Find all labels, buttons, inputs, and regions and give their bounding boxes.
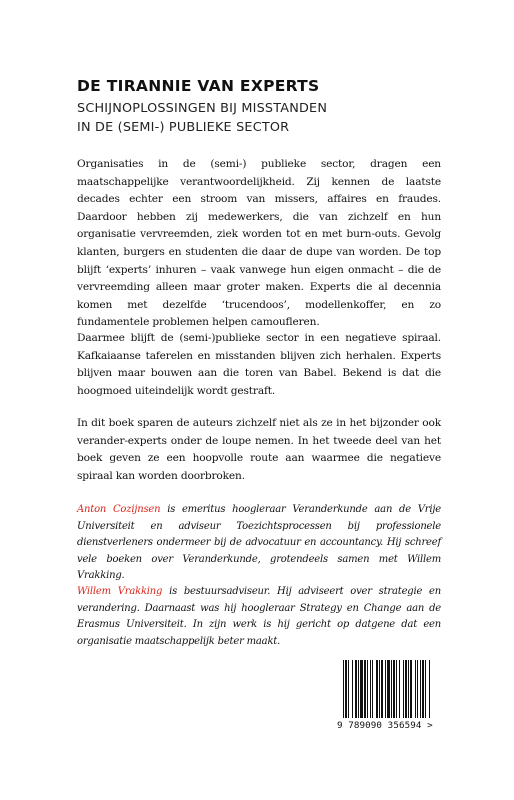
book-subtitle	[77, 99, 457, 137]
isbn-barcode	[337, 660, 449, 760]
author-name: Anton Cozijnsen	[77, 504, 161, 515]
blurb-paragraph-3	[77, 415, 441, 485]
author-bio-1	[77, 502, 441, 585]
isbn-number: 9 789090 356594 >	[337, 720, 433, 731]
author-bio-text: is emeritus hoogleraar Veranderkunde aan de Vrije Universiteit en adviseur Toezichtsprocessen bij professionele dienstverleners ondermeer bij de advocatuur en accountancy. Hij schreef vele boeken over Veranderkunde, grotendeels samen met Willem Vrakking.	[77, 504, 441, 582]
author-name: Willem Vrakking	[77, 586, 163, 597]
subtitle-line-2: IN DE (SEMI-) PUBLIEKE SECTOR	[77, 120, 290, 135]
barcode-icon	[343, 660, 447, 718]
subtitle-line-1: SCHIJNOPLOSSINGEN BIJ MISSTANDEN	[77, 101, 328, 116]
blurb-paragraph-2	[77, 330, 441, 400]
back-cover-header	[77, 76, 457, 137]
book-title: DE TIRANNIE VAN EXPERTS	[77, 77, 320, 95]
paragraph-text: Daarmee blijft de (semi-)publieke sector in een negatieve spiraal. Kafkaiaanse taferelen en misstanden blijven zich herhalen. Experts blijven maar bouwen aan die toren van Babel. Bekend is dat die hoogmoed uiteindelijk wordt gestraft.	[77, 332, 441, 397]
paragraph-text: In dit boek sparen de auteurs zichzelf niet als ze in het bijzonder ook verander-experts onder de loupe nemen. In het tweede deel van het boek geven ze een hoopvolle route aan waarmee die negatieve spiraal kan worden doorbroken.	[77, 417, 441, 482]
author-bio-2	[77, 584, 441, 650]
paragraph-text: Organisaties in de (semi-) publieke sector, dragen een maatschappelijke verantwoordelijkheid. Zij kennen de laatste decades echter een stroom van missers, affaires en fraudes. Daardoor hebben zij medewerkers, die van zichzelf en hun organisatie vervreemden, ziek worden tot en met burn-outs. Gevolg klanten, burgers en studenten die daar de dupe van worden. De top blijft ‘experts’ inhuren – vaak vanwege hun eigen onmacht – die de vervreemding alleen maar groter maken. Experts die al decennia komen met dezelfde ‘trucendoos’, modellenkoffer, en zo fundamentele problemen helpen camoufleren.	[77, 158, 441, 329]
author-bio-text: is bestuursadviseur. Hij adviseert over strategie en verandering. Daarnaast was hij hoogleraar Strategy en Change aan de Erasmus Universiteit. In zijn werk is hij gericht op datgene dat een organisatie maatschappelijk beter maakt.	[77, 586, 441, 647]
blurb-paragraph-1	[77, 156, 441, 332]
